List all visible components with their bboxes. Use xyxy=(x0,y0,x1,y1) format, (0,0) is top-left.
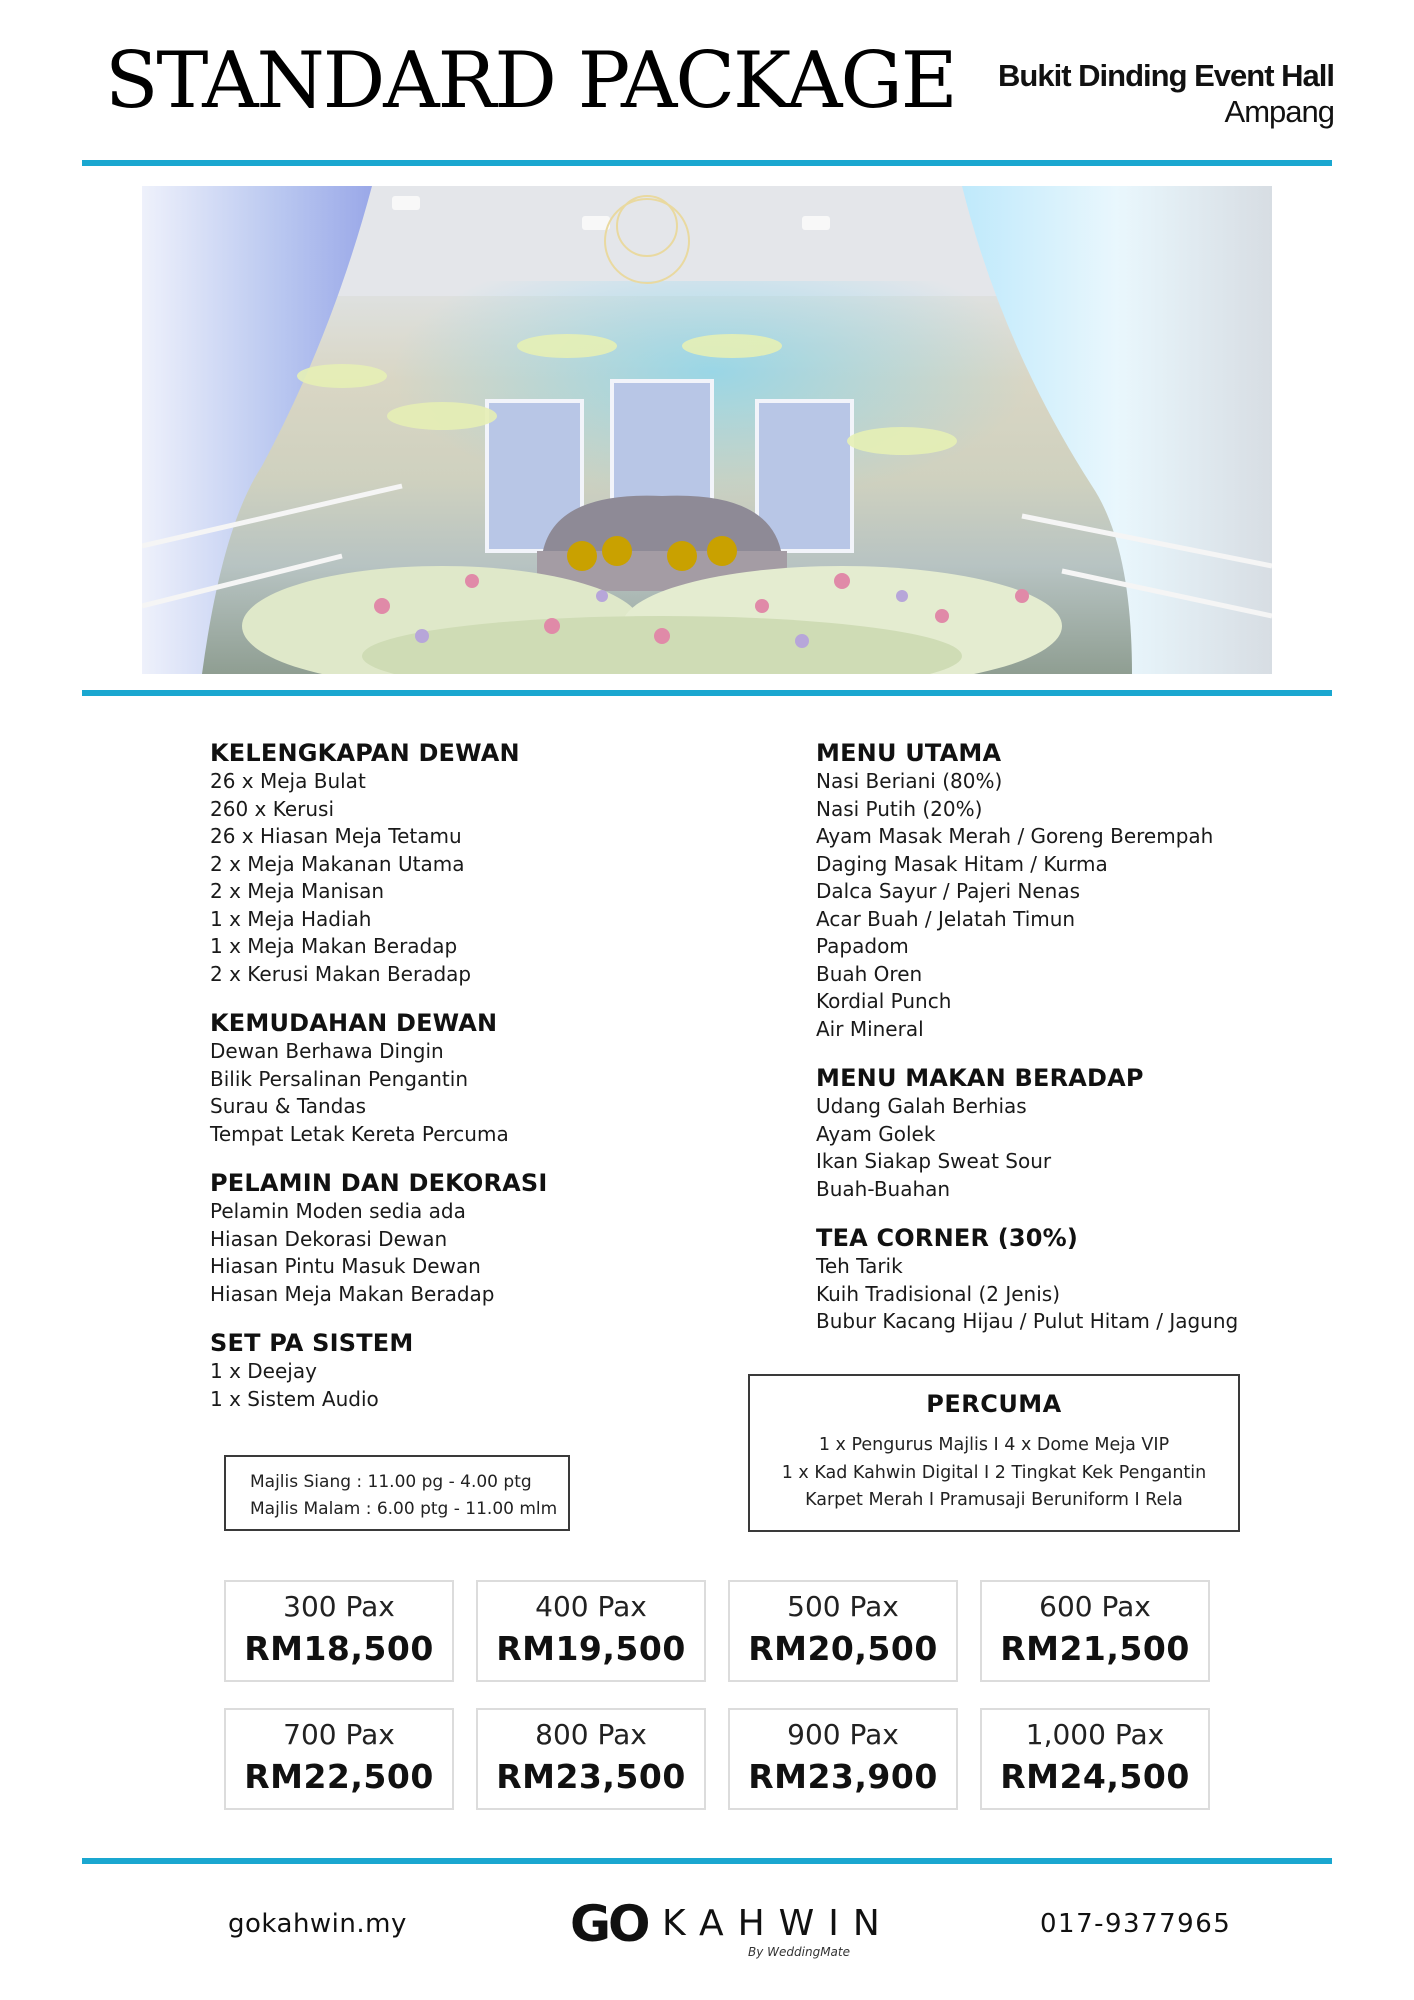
left-column xyxy=(210,738,730,1433)
list-item: 1 x Sistem Audio xyxy=(210,1386,379,1411)
list-item: 2 x Kerusi Makan Beradap xyxy=(210,961,472,986)
hours-siang: Majlis Siang : 11.00 pg - 4.00 ptg xyxy=(250,1472,532,1492)
phone-number[interactable]: 017-9377965 xyxy=(1040,1909,1232,1939)
price-card xyxy=(980,1708,1210,1810)
list-item: Buah-Buahan xyxy=(816,1176,951,1201)
percuma-title: PERCUMA xyxy=(926,1390,1062,1418)
section-heading: TEA CORNER (30%) xyxy=(816,1224,1079,1252)
pelamin-illustration xyxy=(142,186,1272,674)
price-card xyxy=(728,1580,958,1682)
price-amount: RM23,900 xyxy=(748,1757,938,1796)
percuma-line: 1 x Pengurus Majlis I 4 x Dome Meja VIP xyxy=(818,1435,1170,1455)
logo-go: GO xyxy=(570,1895,648,1953)
section-heading: PELAMIN DAN DEKORASI xyxy=(210,1169,548,1197)
list-item: Nasi Putih (20%) xyxy=(816,796,983,821)
list-item: Buah Oren xyxy=(816,961,923,986)
list-item: Air Mineral xyxy=(816,1016,924,1041)
price-card xyxy=(476,1580,706,1682)
logo-byline: By WeddingMate xyxy=(748,1945,850,1959)
price-amount: RM18,500 xyxy=(244,1629,434,1668)
gokahwin-logo xyxy=(570,1895,894,1965)
list-item: 1 x Meja Hadiah xyxy=(210,906,372,931)
list-item: Ayam Masak Merah / Goreng Berempah xyxy=(816,824,1214,848)
price-pax: 1,000 Pax xyxy=(1025,1718,1165,1751)
divider-bottom xyxy=(82,1858,1332,1864)
list-item: 1 x Meja Makan Beradap xyxy=(210,934,458,958)
list-item: Teh Tarik xyxy=(816,1254,903,1278)
section-pelamin-dekorasi xyxy=(210,1168,730,1308)
pelamin-photo xyxy=(142,186,1272,674)
list-item: Nasi Beriani (80%) xyxy=(816,769,1003,793)
right-column xyxy=(816,738,1296,1356)
list-item: Bilik Persalinan Pengantin xyxy=(210,1066,468,1091)
divider-middle xyxy=(82,690,1332,696)
price-amount: RM21,500 xyxy=(1000,1629,1190,1668)
price-card xyxy=(728,1708,958,1810)
price-amount: RM24,500 xyxy=(1000,1757,1190,1796)
section-heading: KELENGKAPAN DEWAN xyxy=(210,739,520,767)
venue-block xyxy=(998,58,1334,129)
list-item: 260 x Kerusi xyxy=(210,796,335,821)
hours-malam: Majlis Malam : 6.00 ptg - 11.00 mlm xyxy=(250,1499,558,1519)
price-pax: 500 Pax xyxy=(787,1590,899,1623)
list-item: 26 x Meja Bulat xyxy=(210,769,366,793)
percuma-line: 1 x Kad Kahwin Digital I 2 Tingkat Kek Pengantin xyxy=(781,1462,1207,1483)
section-set-pa-sistem xyxy=(210,1328,730,1413)
price-grid xyxy=(224,1580,1210,1810)
footer xyxy=(0,1895,1414,1965)
price-card xyxy=(476,1708,706,1810)
list-item: Acar Buah / Jelatah Timun xyxy=(816,906,1076,931)
price-pax: 800 Pax xyxy=(535,1718,647,1751)
section-kelengkapan-dewan xyxy=(210,738,730,988)
list-item: Papadom xyxy=(816,934,909,958)
list-item: Kuih Tradisional (2 Jenis) xyxy=(816,1281,1060,1306)
list-item: Surau & Tandas xyxy=(210,1094,367,1118)
list-item: Tempat Letak Kereta Percuma xyxy=(210,1121,509,1146)
percuma-line: Karpet Merah I Pramusaji Beruniform I Rela xyxy=(805,1490,1183,1510)
section-heading: MENU MAKAN BERADAP xyxy=(816,1064,1144,1092)
price-pax: 900 Pax xyxy=(787,1718,899,1751)
list-item: Dalca Sayur / Pajeri Nenas xyxy=(816,879,1080,903)
logo-kahwin: KAHWIN xyxy=(662,1903,894,1944)
section-menu-makan-beradap xyxy=(816,1063,1296,1203)
list-item: Hiasan Meja Makan Beradap xyxy=(210,1281,495,1306)
venue-name: Bukit Dinding Event Hall xyxy=(998,58,1334,93)
percuma-box xyxy=(748,1374,1240,1532)
page-title: STANDARD PACKAGE xyxy=(105,36,956,126)
section-kemudahan-dewan xyxy=(210,1008,730,1148)
price-pax: 400 Pax xyxy=(535,1590,647,1623)
list-item: 1 x Deejay xyxy=(210,1359,317,1383)
price-card xyxy=(980,1580,1210,1682)
list-item: Bubur Kacang Hijau / Pulut Hitam / Jagung xyxy=(816,1309,1239,1333)
price-pax: 300 Pax xyxy=(283,1590,395,1623)
price-amount: RM23,500 xyxy=(496,1757,686,1796)
section-menu-utama xyxy=(816,738,1296,1043)
list-item: Ayam Golek xyxy=(816,1121,936,1146)
price-card xyxy=(224,1708,454,1810)
section-heading: MENU UTAMA xyxy=(816,739,1002,767)
price-amount: RM19,500 xyxy=(496,1629,686,1668)
list-item: Hiasan Dekorasi Dewan xyxy=(210,1226,448,1251)
price-amount: RM22,500 xyxy=(244,1757,434,1796)
list-item: Pelamin Moden sedia ada xyxy=(210,1199,466,1223)
price-amount: RM20,500 xyxy=(748,1629,938,1668)
section-heading: KEMUDAHAN DEWAN xyxy=(210,1009,498,1037)
divider-top xyxy=(82,160,1332,166)
event-hours-box xyxy=(224,1455,570,1531)
price-card xyxy=(224,1580,454,1682)
website-link[interactable]: gokahwin.my xyxy=(228,1909,407,1939)
list-item: Dewan Berhawa Dingin xyxy=(210,1039,444,1063)
price-pax: 600 Pax xyxy=(1039,1590,1151,1623)
list-item: 26 x Hiasan Meja Tetamu xyxy=(210,824,462,848)
price-pax: 700 Pax xyxy=(283,1718,395,1751)
list-item: 2 x Meja Manisan xyxy=(210,879,385,903)
list-item: Hiasan Pintu Masuk Dewan xyxy=(210,1254,481,1278)
list-item: Kordial Punch xyxy=(816,989,952,1013)
list-item: Udang Galah Berhias xyxy=(816,1094,1027,1118)
section-tea-corner xyxy=(816,1223,1296,1336)
section-heading: SET PA SISTEM xyxy=(210,1329,414,1357)
list-item: Ikan Siakap Sweat Sour xyxy=(816,1149,1052,1173)
list-item: Daging Masak Hitam / Kurma xyxy=(816,851,1108,876)
venue-location: Ampang xyxy=(1224,93,1334,129)
list-item: 2 x Meja Makanan Utama xyxy=(210,851,465,876)
